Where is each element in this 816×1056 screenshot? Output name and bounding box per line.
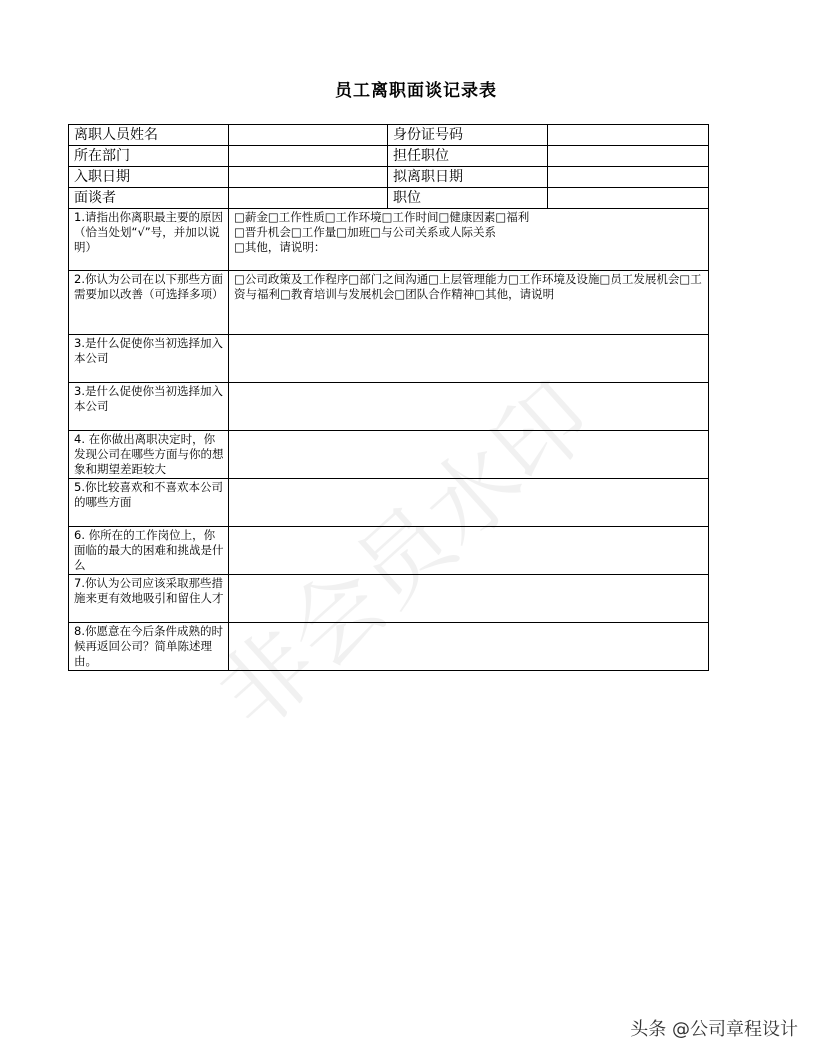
question-4-label: 4. 在你做出离职决定时，你发现公司在哪些方面与你的想象和期望差距较大	[69, 431, 229, 479]
label-interviewer-position: 职位	[388, 188, 548, 209]
row-question-6	[69, 527, 709, 575]
question-3a-label: 3.是什么促使你当初选择加入本公司	[69, 335, 229, 383]
label-leave-date: 拟离职日期	[388, 167, 548, 188]
label-department: 所在部门	[69, 146, 229, 167]
row-dates	[69, 167, 709, 188]
answer-3a[interactable]	[229, 335, 709, 383]
question-5-label: 5.你比较喜欢和不喜欢本公司的哪些方面	[69, 479, 229, 527]
watermark-text: 非会员水印	[198, 362, 612, 751]
row-department	[69, 146, 709, 167]
answer-7[interactable]	[229, 575, 709, 623]
field-department[interactable]	[229, 146, 388, 167]
row-question-5	[69, 479, 709, 527]
options-line: □薪金□工作性质□工作环境□工作时间□健康因素□福利	[234, 210, 530, 224]
label-name: 离职人员姓名	[69, 125, 229, 146]
source-credit: 头条 @公司章程设计	[630, 1019, 798, 1040]
options-line: □其他，请说明：	[234, 240, 326, 254]
question-2-options[interactable]	[229, 271, 709, 335]
document-title: 员工离职面谈记录表	[335, 81, 497, 101]
label-entry-date: 入职日期	[69, 167, 229, 188]
answer-3b[interactable]	[229, 383, 709, 431]
row-question-7	[69, 575, 709, 623]
row-question-3a	[69, 335, 709, 383]
row-question-2	[69, 271, 709, 335]
options-line: □公司政策及工作程序□部门之间沟通□上层管理能力□工作环境及设施□员工发展机会□工资与福利□教育培训与发展机会□团队合作精神□其他，请说明	[234, 272, 702, 301]
label-id-number: 身份证号码	[388, 125, 548, 146]
answer-5[interactable]	[229, 479, 709, 527]
field-id-number[interactable]	[548, 125, 709, 146]
answer-6[interactable]	[229, 527, 709, 575]
question-1-label: 1.请指出你离职最主要的原因（恰当处划“√”号，并加以说明）	[69, 209, 229, 271]
field-interviewer[interactable]	[229, 188, 388, 209]
row-name	[69, 125, 709, 146]
question-1-options[interactable]	[229, 209, 709, 271]
interview-form-table	[68, 124, 709, 671]
field-name[interactable]	[229, 125, 388, 146]
field-interviewer-position[interactable]	[548, 188, 709, 209]
label-interviewer: 面谈者	[69, 188, 229, 209]
answer-8[interactable]	[229, 623, 709, 671]
row-question-1	[69, 209, 709, 271]
answer-4[interactable]	[229, 431, 709, 479]
row-interviewer	[69, 188, 709, 209]
label-position: 担任职位	[388, 146, 548, 167]
question-8-label: 8.你愿意在今后条件成熟的时候再返回公司？简单陈述理由。	[69, 623, 229, 671]
field-position[interactable]	[548, 146, 709, 167]
question-2-label: 2.你认为公司在以下那些方面需要加以改善（可选择多项）	[69, 271, 229, 335]
field-entry-date[interactable]	[229, 167, 388, 188]
question-7-label: 7.你认为公司应该采取那些措施来更有效地吸引和留住人才	[69, 575, 229, 623]
row-question-4	[69, 431, 709, 479]
options-line: □晋升机会□工作量□加班□与公司关系或人际关系	[234, 225, 496, 239]
row-question-8	[69, 623, 709, 671]
question-3b-label: 3.是什么促使你当初选择加入本公司	[69, 383, 229, 431]
question-6-label: 6. 你所在的工作岗位上，你面临的最大的困难和挑战是什么	[69, 527, 229, 575]
field-leave-date[interactable]	[548, 167, 709, 188]
row-question-3b	[69, 383, 709, 431]
